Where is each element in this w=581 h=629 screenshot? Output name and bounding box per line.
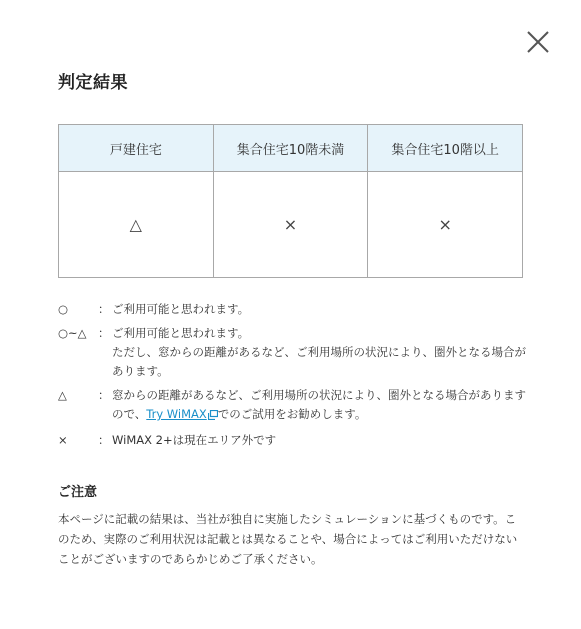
legend-symbol: ○~△ [58, 326, 87, 340]
legend-colon: ： [98, 302, 110, 316]
legend-item [58, 431, 528, 450]
notice-body: 本ページに記載の結果は、当社が独自に実施したシミュレーションに基づくものです。このため、実際のご利用状況は記載とは異なることや、場合によってはご利用いただけないことがございますのであらかじめご了承ください。 [58, 512, 518, 566]
legend-text: 窓からの距離があるなど、ご利用場所の状況により、圏外となる場合がありますので、 [112, 388, 526, 421]
external-link-icon [208, 407, 218, 426]
legend-colon: ： [98, 433, 110, 447]
header-detached-house: 戸建住宅 [59, 125, 214, 172]
result-table [58, 124, 523, 278]
legend-text: ご利用可能と思われます。 [112, 326, 250, 340]
legend-colon: ： [98, 326, 110, 340]
legend-text-suffix: でのご試用をお勧めします。 [217, 407, 367, 421]
legend-text: WiMAX 2+は現在エリア外です [112, 433, 277, 447]
close-icon [524, 28, 552, 56]
legend-text-note: ただし、窓からの距離があるなど、ご利用場所の状況により、圏外となる場合があります。 [112, 345, 526, 378]
legend [58, 300, 528, 455]
legend-symbol: ○ [58, 302, 69, 316]
result-apartment-under-10f: × [213, 172, 368, 278]
legend-symbol: △ [58, 388, 67, 402]
try-wimax-link[interactable] [146, 407, 218, 421]
legend-symbol: × [58, 433, 68, 447]
header-apartment-under-10f: 集合住宅10階未満 [213, 125, 368, 172]
legend-colon: ： [98, 388, 110, 402]
legend-item [58, 300, 528, 319]
legend-item [58, 324, 528, 381]
legend-text-block [112, 386, 528, 426]
header-apartment-10f-plus: 集合住宅10階以上 [368, 125, 523, 172]
result-detached-house: △ [59, 172, 214, 278]
legend-item [58, 386, 528, 426]
legend-text: ご利用可能と思われます。 [112, 302, 250, 316]
result-apartment-10f-plus: × [368, 172, 523, 278]
notice-title: ご注意 [58, 485, 98, 500]
table-header-row [59, 125, 523, 172]
try-wimax-link-label: Try WiMAX [146, 407, 207, 421]
table-row [59, 172, 523, 278]
modal-title: 判定結果 [58, 73, 128, 93]
close-button[interactable] [524, 28, 552, 56]
legend-text-block [112, 324, 528, 381]
